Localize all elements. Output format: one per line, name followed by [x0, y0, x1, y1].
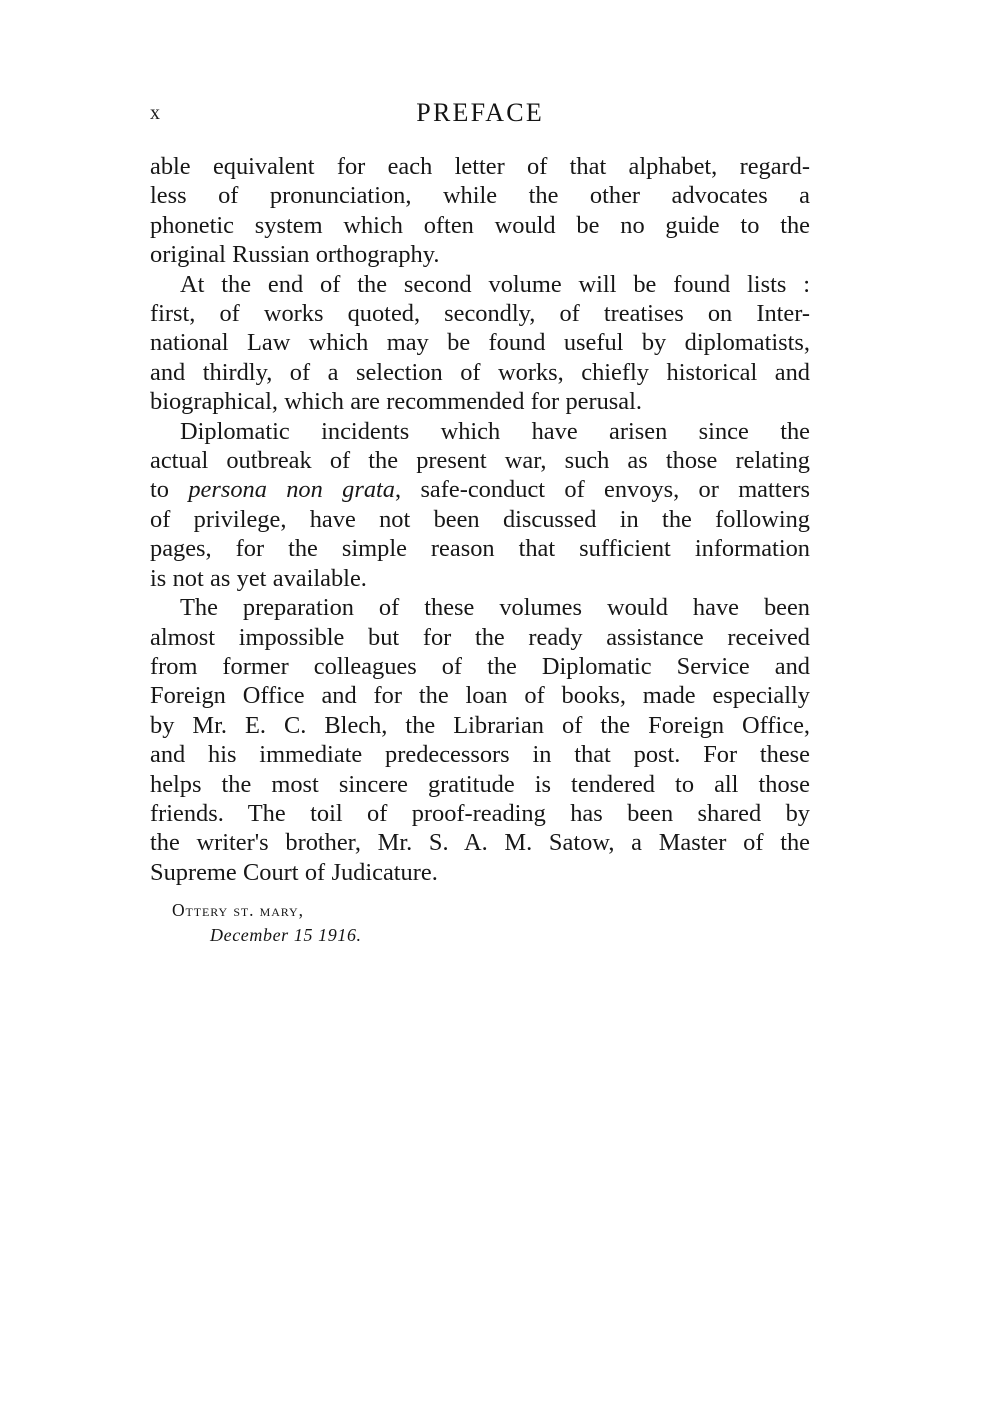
- page-folio: x: [150, 102, 161, 124]
- colophon-date: December 15 1916.: [210, 925, 362, 945]
- paragraph-acknowledgements: [150, 593, 810, 887]
- text-line: biographical, which are recommended for perusal.: [150, 388, 642, 416]
- text-line: first, of works quoted, secondly, of treatises on Inter-: [150, 300, 810, 328]
- text-line: less of pronunciation, while the other advocates a: [150, 182, 810, 210]
- text-line: phonetic system which often would be no guide to the: [150, 211, 810, 239]
- paragraph-lists: [150, 270, 810, 417]
- text-line: from former colleagues of the Diplomatic Service and: [150, 652, 810, 680]
- text-line: almost impossible but for the ready assistance received: [150, 623, 810, 651]
- paragraph-transliteration: [150, 152, 810, 270]
- text-line: original Russian orthography.: [150, 241, 440, 269]
- text-line: Diplomatic incidents which have arisen since the: [180, 417, 810, 445]
- running-head: [150, 98, 808, 132]
- page-title: PREFACE: [416, 98, 544, 127]
- paragraph-incidents: [150, 417, 810, 593]
- text-line: by Mr. E. C. Blech, the Librarian of the Foreign Office,: [150, 711, 810, 739]
- text-line: At the end of the second volume will be found lists :: [180, 270, 810, 298]
- text-line: friends. The toil of proof-reading has been shared by: [150, 799, 810, 827]
- body-text: [150, 152, 810, 887]
- text-line: actual outbreak of the present war, such as those relating: [150, 447, 810, 475]
- text-line: of privilege, have not been discussed in the following: [150, 505, 810, 533]
- text-line: national Law which may be found useful by diplomatists,: [150, 329, 810, 357]
- italic-phrase: persona non grata: [188, 476, 396, 504]
- text-line: the writer's brother, Mr. S. A. M. Satow, a Master of the: [150, 829, 810, 857]
- text-line: and thirdly, of a selection of works, chiefly historical and: [150, 358, 810, 386]
- text-line: to persona non grata, safe-conduct of envoys, or matters: [150, 476, 810, 504]
- text-line: pages, for the simple reason that sufficient information: [150, 535, 810, 563]
- colophon: [172, 898, 672, 948]
- text-line: Supreme Court of Judicature.: [150, 858, 438, 886]
- text-line: helps the most sincere gratitude is tendered to all those: [150, 770, 810, 798]
- text-line: is not as yet available.: [150, 564, 367, 592]
- text-line: The preparation of these volumes would have been: [180, 594, 810, 622]
- text-line: Foreign Office and for the loan of books, made especially: [150, 682, 810, 710]
- text-line: able equivalent for each letter of that alphabet, regard-: [150, 153, 810, 180]
- colophon-place: Ottery st. mary,: [172, 900, 304, 920]
- text-line: and his immediate predecessors in that post. For these: [150, 741, 810, 769]
